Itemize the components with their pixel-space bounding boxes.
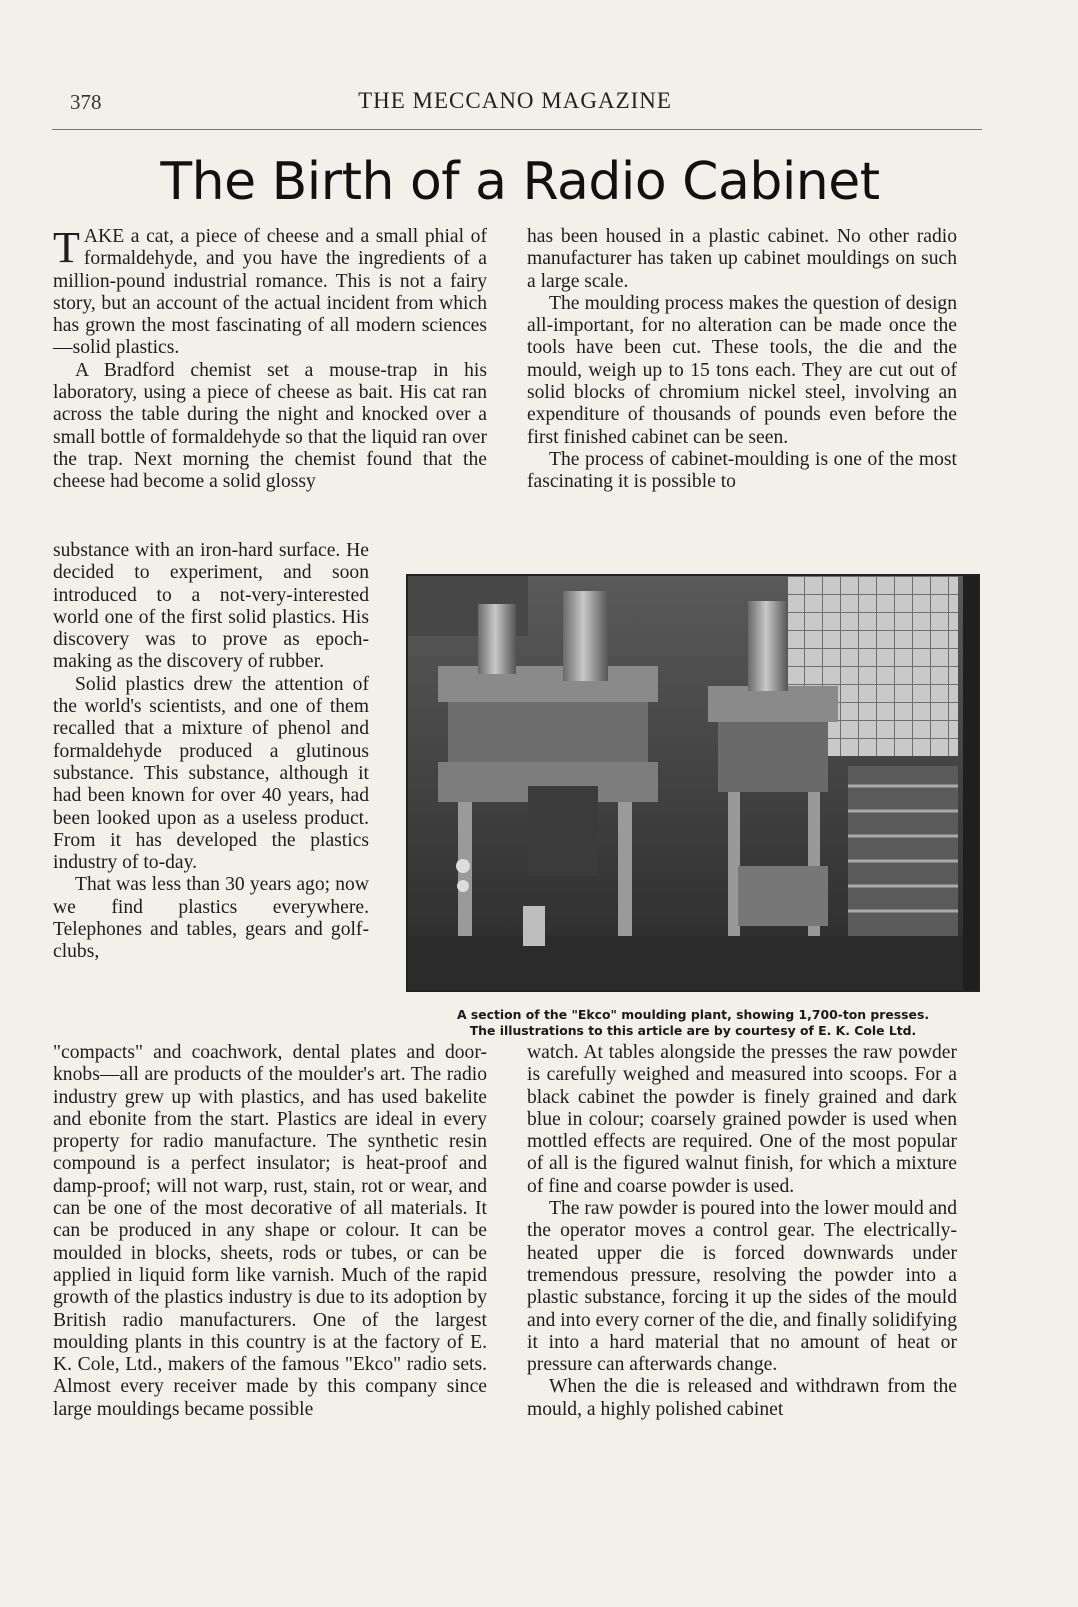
figure-caption <box>406 1007 980 1039</box>
column-1-bottom <box>53 1042 487 1421</box>
column-1-narrow <box>53 540 369 964</box>
paragraph <box>53 1042 487 1421</box>
paragraph-text: The process of cabinet-moulding is one of the most fascinating it is possible to <box>527 448 957 493</box>
paragraph-text: The moulding process makes the question of design all-important, for no alteration can be made once the tools have been cut. These tools, the die and the mould, weigh up to 15 tons each. They are cut out of solid blocks of chromium nickel steel, involving an expenditure of thousands of pounds even before the first finished cabinet can be seen. <box>527 292 957 448</box>
paragraph-text: A Bradford chemist set a mouse-trap in his laboratory, using a piece of cheese as bait. His cat ran across the table during the night and knocked over a small bottle of formaldehyde so that the liquid ran over the trap. Next morning the chemist found that the cheese had become a solid glossy <box>53 359 487 493</box>
paragraph <box>527 449 957 494</box>
paragraph <box>53 674 369 875</box>
column-2-top <box>527 226 957 494</box>
paragraph-text: substance with an iron-hard surface. He decided to experiment, and soon introduced to a not-very-interested world one of the first solid plastics. His discovery was to prove as epoch-making as the discovery of rubber. <box>53 540 369 673</box>
paragraph <box>53 540 369 674</box>
article-title: The Birth of a Radio Cabinet <box>160 152 880 212</box>
moulding-plant-image <box>408 576 978 990</box>
paragraph-text: watch. At tables alongside the presses the raw powder is carefully weighed and measured into scoops. For a black cabinet the powder is finely grained and dark blue in colour; coarsely grained powder is used when mottled effects are required. One of the most popular of all is the figured walnut finish, for which a mixture of fine and coarse powder is used. <box>527 1042 957 1197</box>
paragraph <box>527 1042 957 1198</box>
column-1-top <box>53 223 487 494</box>
paragraph <box>53 360 487 494</box>
drop-cap: T <box>53 223 80 272</box>
paragraph <box>527 226 957 293</box>
paragraph-text: AKE a cat, a piece of cheese and a small phial of formaldehyde, and you have the ingredients of a million-pound industrial romance. This is not a fairy story, but an account of the actual incident from which has grown the most fascinating of all modern sciences—solid plastics. <box>53 226 487 359</box>
caption-line-1: A section of the "Ekco" moulding plant, showing 1,700-ton presses. <box>456 1007 930 1022</box>
header-rule <box>52 129 982 130</box>
magazine-title: THE MECCANO MAGAZINE <box>358 88 672 113</box>
paragraph-text: That was less than 30 years ago; now we find plastics everywhere. Telephones and tables, gears and golf-clubs, <box>53 874 369 963</box>
paragraph-text: "compacts" and coachwork, dental plates and door-knobs—all are products of the moulder's art. The radio industry grew up with plastics, and has used bakelite and ebonite from the start. Plastics are ideal in every property for radio manufacture. The synthetic resin compound is a perfect insulator; is heat-proof and damp-proof; will not warp, rust, stain, rot or wear, and can be one of the most decorative of all materials. It can be produced in any shape or colour. It can be moulded in blocks, sheets, rods or tubes, or can be applied in liquid form like varnish. Much of the rapid growth of the plastics industry is due to its adoption by British radio manufacturers. One of the largest moulding plants in this country is at the factory of E. K. Cole, Ltd., makers of the famous "Ekco" radio sets. Almost every receiver made by this company since large mouldings became possible <box>53 1042 487 1420</box>
paragraph-text: The raw powder is poured into the lower mould and the operator moves a control gear. The electrically-heated upper die is forced downwards under tremendous pressure, resolving the powder into a plastic substance, forcing it up the sides of the mould and into every corner of the die, and finally solidifying it into a hard material that no amount of heat or pressure can afterwards change. <box>527 1198 957 1376</box>
paragraph <box>527 1198 957 1376</box>
column-2-bottom <box>527 1042 957 1421</box>
factory-photograph <box>406 574 980 992</box>
paragraph <box>527 293 957 449</box>
page-number: 378 <box>70 90 102 114</box>
paragraph <box>53 874 369 963</box>
paragraph-text: has been housed in a plastic cabinet. No other radio manufacturer has taken up cabinet mouldings on such a large scale. <box>527 226 957 292</box>
paragraph-text: When the die is released and withdrawn from the mould, a highly polished cabinet <box>527 1376 957 1420</box>
caption-line-2: The illustrations to this article are by courtesy of E. K. Cole Ltd. <box>469 1023 917 1038</box>
running-header <box>52 88 978 122</box>
paragraph-text: Solid plastics drew the attention of the world's scientists, and one of them recalled that a mixture of phenol and formaldehyde produced a glutinous substance. This substance, although it had been known for over 40 years, had been looked upon as a useless product. From it has developed the plastics industry of to-day. <box>53 673 369 874</box>
paragraph <box>527 1376 957 1421</box>
paragraph <box>53 223 487 360</box>
